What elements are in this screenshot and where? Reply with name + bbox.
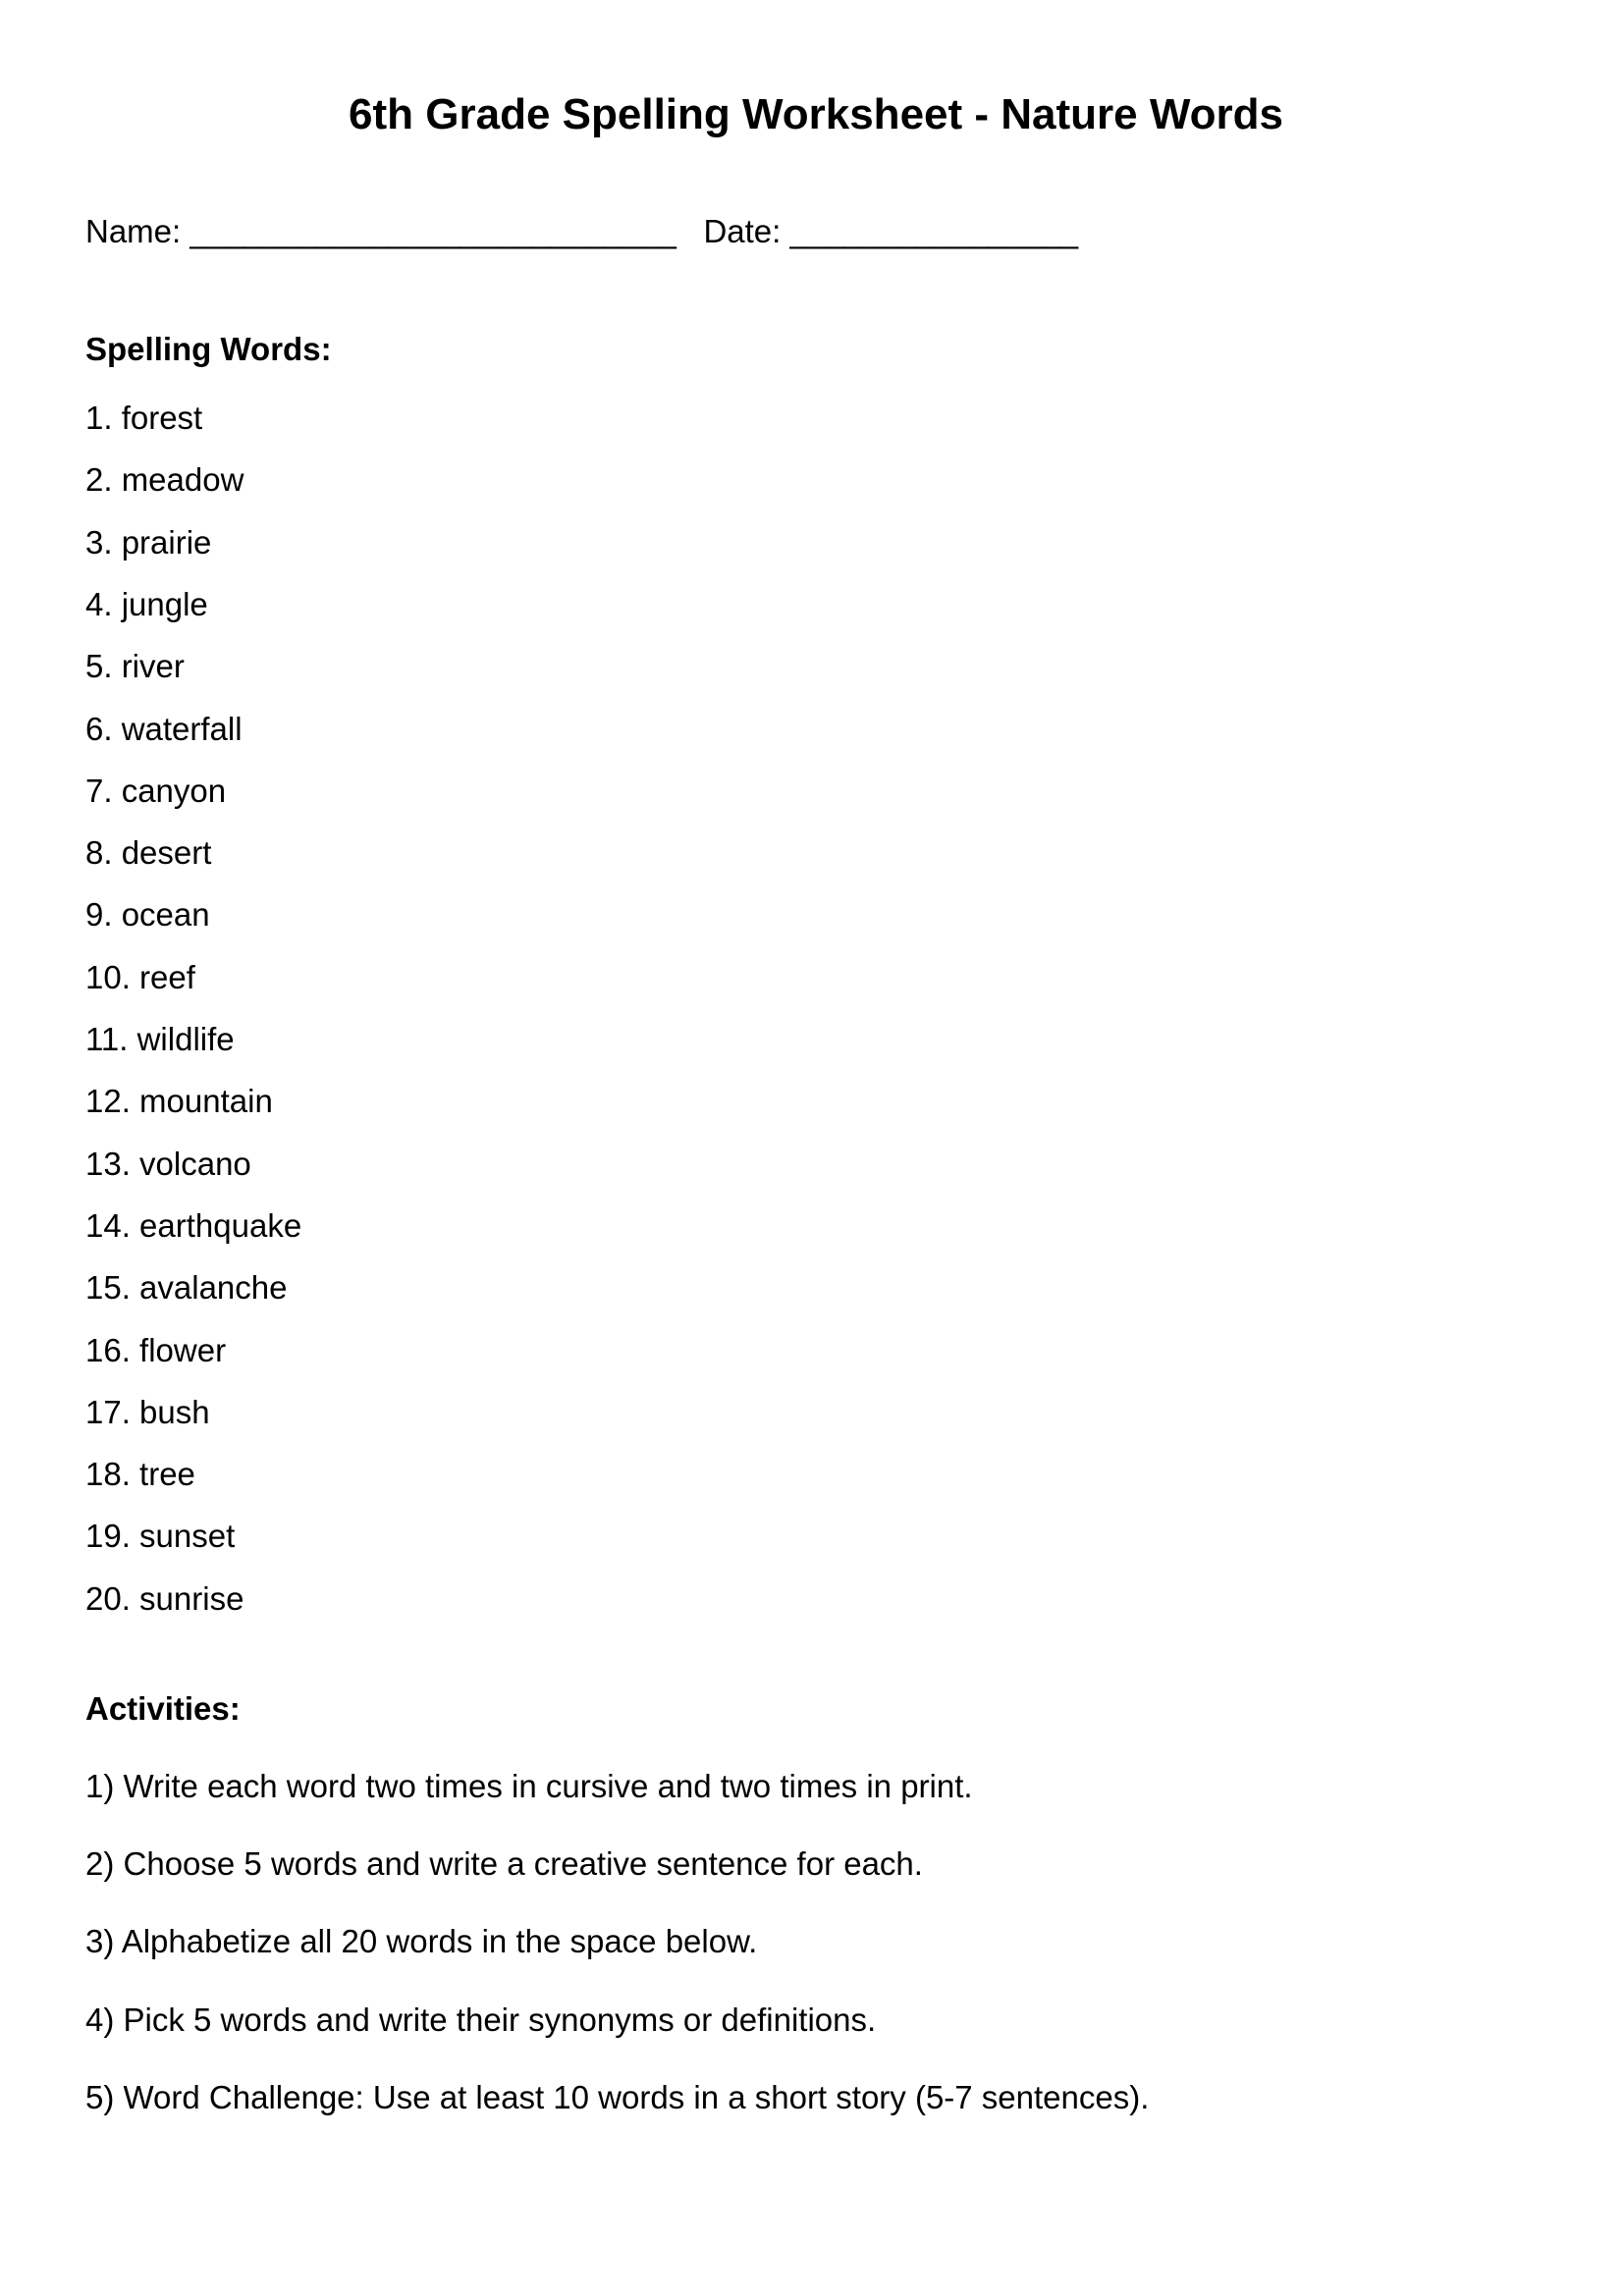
- spelling-word-item: 2. meadow: [85, 461, 244, 499]
- spelling-word-item: 7. canyon: [85, 772, 227, 809]
- spelling-word-item: 3. prairie: [85, 523, 212, 561]
- spelling-word-item: 20. sunrise: [85, 1579, 244, 1617]
- spelling-word-item: 6. waterfall: [85, 710, 243, 747]
- spelling-word-item: 8. desert: [85, 834, 212, 872]
- spelling-word-item: 14. earthquake: [85, 1206, 302, 1244]
- activity-item: 4) Pick 5 words and write their synonyms or definitions.: [85, 2001, 877, 2038]
- spelling-word-item: 18. tree: [85, 1456, 195, 1493]
- activities-heading: Activities:: [85, 1690, 241, 1727]
- name-field[interactable]: ___________________________: [189, 213, 677, 249]
- spelling-word-item: 11. wildlife: [85, 1021, 235, 1057]
- activity-item: 3) Alphabetize all 20 words in the space below.: [85, 1923, 758, 1960]
- spelling-word-item: 5. river: [85, 648, 185, 685]
- activity-item: 5) Word Challenge: Use at least 10 words in a short story (5-7 sentences).: [85, 2078, 1150, 2115]
- page-title: 6th Grade Spelling Worksheet - Nature Words: [349, 90, 1283, 138]
- date-field[interactable]: ________________: [789, 213, 1079, 249]
- spelling-word-item: 1. forest: [85, 400, 203, 436]
- activity-item: 2) Choose 5 words and write a creative sentence for each.: [85, 1845, 923, 1883]
- spelling-word-item: 4. jungle: [85, 585, 208, 622]
- spelling-word-item: 15. avalanche: [85, 1269, 288, 1307]
- spelling-word-item: 17. bush: [85, 1393, 210, 1430]
- spelling-word-item: 10. reef: [85, 958, 195, 995]
- spelling-words-heading: Spelling Words:: [85, 331, 332, 367]
- spelling-word-item: 13. volcano: [85, 1145, 251, 1182]
- name-label: Name:: [85, 213, 182, 249]
- spelling-word-item: 19. sunset: [85, 1518, 236, 1555]
- name-date-line: [85, 214, 1078, 249]
- spelling-word-item: 16. flower: [85, 1331, 227, 1368]
- spelling-word-item: 9. ocean: [85, 896, 210, 934]
- date-label: Date:: [703, 213, 782, 249]
- activity-item: 1) Write each word two times in cursive and two times in print.: [85, 1768, 973, 1804]
- spelling-word-item: 12. mountain: [85, 1083, 273, 1120]
